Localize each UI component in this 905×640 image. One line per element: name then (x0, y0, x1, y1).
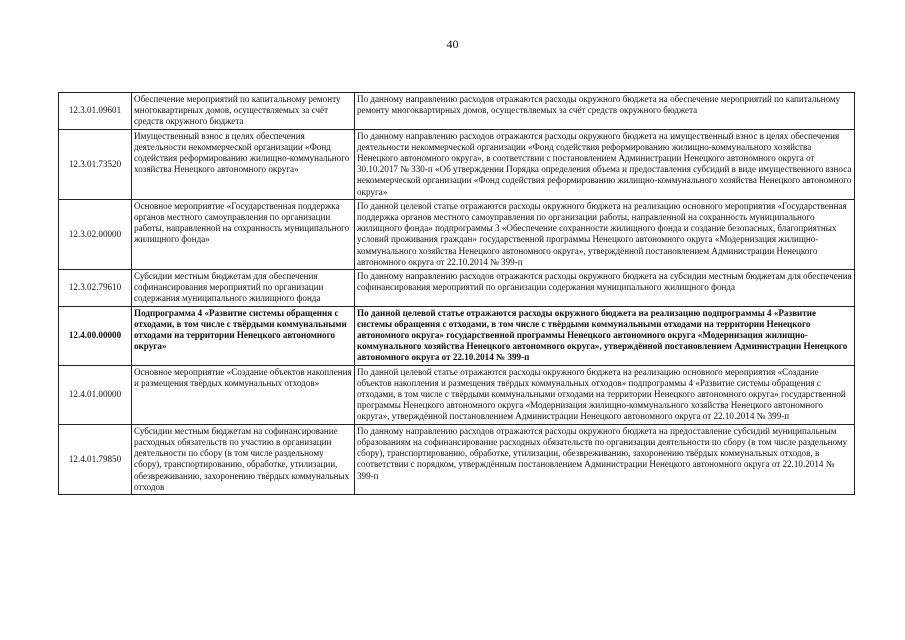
row-name: Субсидии местным бюджетам на софинансирование расходных обязательств по участию в организации деятельности по сбору (в том числе раздельному сбору), транспортированию, обработке, утилизации, обезвреживанию, захоронению твёрдых коммунальных отходов (132, 424, 355, 494)
row-code: 12.4.00.00000 (59, 306, 132, 365)
row-code: 12.3.02.00000 (59, 199, 132, 269)
table-row (59, 93, 855, 130)
row-description: По данному направлению расходов отражаются расходы окружного бюджета на предоставление субсидий муниципальным образованиям на софинансирование расходных обязательств по организации деятельности по сбору (в том числе раздельному сбору), транспортированию, обработке, утилизации, обезвреживанию, захоронению твёрдых коммунальных отходов, в соответствии с порядком, утверждённым постановлением Администрации Ненецкого автономного округа от 22.10.2014 № 399-п (355, 424, 855, 494)
table-row (59, 129, 855, 199)
row-description: По данной целевой статье отражаются расходы окружного бюджета на реализацию основного мероприятия «Создание объектов накопления и размещения твёрдых коммунальных отходов» подпрограммы 4 «Развитие системы обращения с отходами, в том числе с твёрдыми коммунальными отходами на территории Ненецкого автономного округа» государственной программы Ненецкого автономного округа «Модернизация жилищно-коммунального хозяйства Ненецкого автономного округа», утверждённой постановлением Администрации Ненецкого автономного округа от 22.10.2014 № 399-п (355, 365, 855, 424)
row-code: 12.3.01.09601 (59, 93, 132, 130)
row-code: 12.3.01.73520 (59, 129, 132, 199)
budget-classification-table (58, 92, 855, 495)
row-name: Имущественный взнос в целях обеспечения деятельности некоммерческой организации «Фонд содействия реформированию жилищно-коммунального хозяйства Ненецкого автономного округа» (132, 129, 355, 199)
page-number: 40 (446, 37, 459, 51)
row-name: Основное мероприятие «Создание объектов накопления и размещения твёрдых коммунальных отходов» (132, 365, 355, 424)
row-description: По данному направлению расходов отражаются расходы окружного бюджета на субсидии местным бюджетам для обеспечения софинансирования мероприятий по организации содержания муниципального жилищного фонда (355, 270, 855, 307)
table-row (59, 306, 855, 365)
row-name: Основное мероприятие «Государственная поддержка органов местного самоуправления по организации работы, направленной на сохранность муниципального жилищного фонда» (132, 199, 355, 269)
table-row (59, 365, 855, 424)
row-name: Субсидии местным бюджетам для обеспечения софинансирования мероприятий по организации содержания муниципального жилищного фонда (132, 270, 355, 307)
row-description: По данному направлению расходов отражаются расходы окружного бюджета на имущественный взнос в целях обеспечения деятельности некоммерческой организации «Фонд содействия реформированию жилищно-коммунального хозяйства Ненецкого автономного округа», в соответствии с постановлением Администрации Ненецкого автономного округа от 30.10.2017 № 330-п «Об утверждении Порядка определения объема и предоставления субсидий в виде имущественного взноса некоммерческой организации «Фонд содействия реформированию жилищно-коммунального хозяйства Ненецкого автономного округа» (355, 129, 855, 199)
row-name: Обеспечение мероприятий по капитальному ремонту многоквартирных домов, осуществляемых за счёт средств окружного бюджета (132, 93, 355, 130)
row-code: 12.3.02.79610 (59, 270, 132, 307)
table-row (59, 424, 855, 494)
row-description: По данной целевой статье отражаются расходы окружного бюджета на реализацию основного мероприятия «Государственная поддержка органов местного самоуправления по организации работы, направленной на сохранность муниципального жилищного фонда» подпрограммы 3 «Обеспечение сохранности жилищного фонда и создание безопасных, благоприятных условий проживания граждан» государственной программы Ненецкого автономного округа «Модернизация жилищно-коммунального хозяйства Ненецкого автономного округа», утверждённой постановлением Администрации Ненецкого автономного округа от 22.10.2014 № 399-п (355, 199, 855, 269)
row-code: 12.4.01.00000 (59, 365, 132, 424)
row-description: По данной целевой статье отражаются расходы окружного бюджета на реализацию подпрограммы 4 «Развитие системы обращения с отходами, в том числе с твёрдыми коммунальными отходами на территории Ненецкого автономного округа» государственной программы Ненецкого автономного округа «Модернизация жилищно-коммунального хозяйства Ненецкого автономного округа», утверждённой постановлением Администрации Ненецкого автономного округа от 22.10.2014 № 399-п (355, 306, 855, 365)
table-row (59, 199, 855, 269)
row-description: По данному направлению расходов отражаются расходы окружного бюджета на обеспечение мероприятий по капитальному ремонту многоквартирных домов, осуществляемых за счёт средств окружного бюджета (355, 93, 855, 130)
table-row (59, 270, 855, 307)
row-code: 12.4.01.79850 (59, 424, 132, 494)
row-name: Подпрограмма 4 «Развитие системы обращения с отходами, в том числе с твёрдыми коммунальными отходами на территории Ненецкого автономного округа» (132, 306, 355, 365)
